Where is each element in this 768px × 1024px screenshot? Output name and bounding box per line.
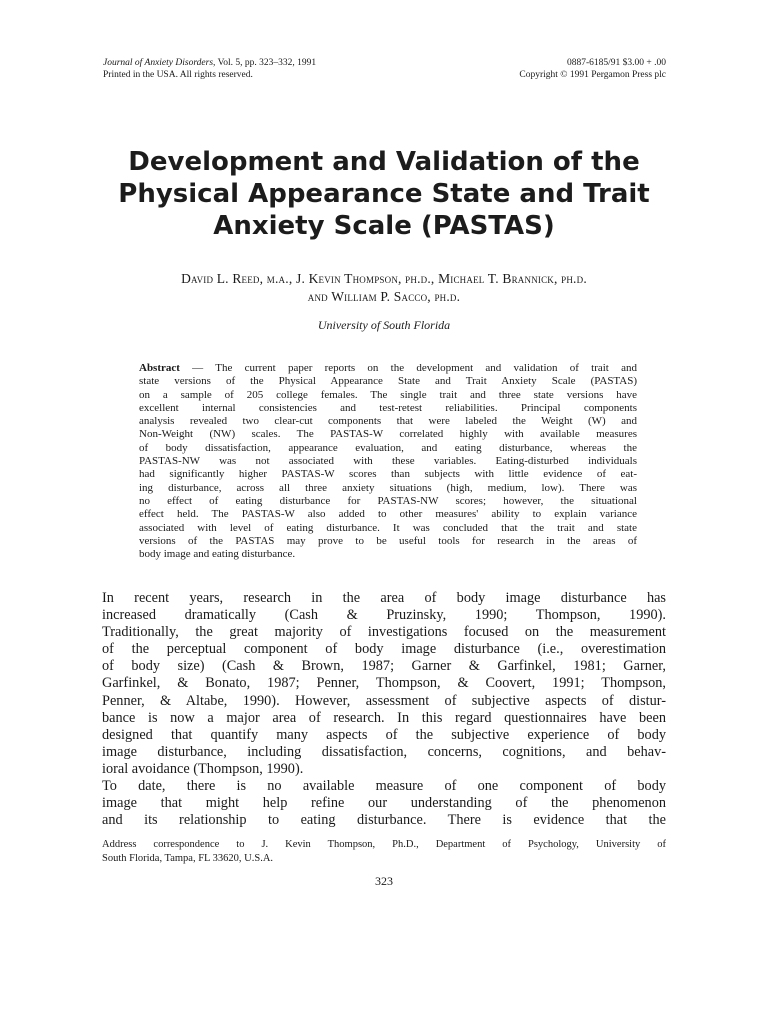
body-line: Garfinkel, & Bonato, 1987; Penner, Thompson, & Coovert, 1991; Thompson,	[102, 675, 666, 692]
body-text	[102, 590, 666, 829]
body-line: ioral avoidance (Thompson, 1990).	[102, 760, 304, 777]
abstract-line: state versions of the Physical Appearance State and Trait Anxiety Scale (PASTAS)	[139, 375, 637, 388]
issn-code: 0887-6185/91 $3.00 + .00	[566, 58, 666, 68]
abstract-line: Non-Weight (NW) scales. The PASTAS-W correlated highly with available measures	[139, 428, 637, 441]
body-line: increased dramatically (Cash & Pruzinsky, 1990; Thompson, 1990).	[102, 607, 666, 624]
paper-title	[84, 146, 684, 242]
abstract-line: analysis revealed two clear-cut components that were labeled the Weight (W) and	[139, 415, 637, 428]
footnote-line: South Florida, Tampa, FL 33620, U.S.A.	[102, 853, 274, 864]
body-line: and its relationship to eating disturbance. There is evidence that the	[102, 812, 666, 829]
footnote-line: Address correspondence to J. Kevin Thompson, Ph.D., Department of Psychology, University of	[102, 839, 666, 850]
journal-name: Journal of Anxiety Disorders,	[103, 58, 216, 68]
printed-notice: Printed in the USA. All rights reserved.	[103, 70, 253, 80]
author-line: and William P. Sacco, ph.d.	[307, 289, 461, 304]
abstract-line: on a sample of 205 college females. The single trait and three state versions have	[139, 388, 637, 401]
abstract	[139, 362, 637, 561]
abstract-line: body image and eating disturbance.	[139, 548, 296, 561]
journal-citation	[103, 57, 316, 69]
abstract-label: Abstract	[139, 362, 180, 374]
title-line: Physical Appearance State and Trait	[118, 179, 650, 209]
abstract-line: excellent internal consistencies and test-retest reliabilities. Principal components	[139, 401, 637, 414]
abstract-line: no effect of eating disturbance for PASTAS-NW scores; however, the situational	[139, 494, 637, 507]
abstract-line: PASTAS-NW was not associated with these variables. Eating-disturbed individuals	[139, 455, 637, 468]
body-line: To date, there is no available measure of one component of body	[102, 778, 666, 795]
author-line: David L. Reed, m.a., J. Kevin Thompson, ph.d., Michael T. Brannick, ph.d.	[181, 271, 587, 286]
affiliation: University of South Florida	[317, 318, 451, 332]
abstract-line: associated with level of eating disturbance. It was concluded that the trait and state	[139, 521, 637, 534]
body-line: of body size) (Cash & Brown, 1987; Garner & Garfinkel, 1981; Garner,	[102, 658, 666, 675]
abstract-line: ing disturbance, across all three anxiety situations (high, medium, low). There was	[139, 481, 637, 494]
author-list	[84, 270, 684, 306]
journal-volume: Vol. 5, pp. 323–332, 1991	[215, 58, 317, 68]
body-line: bance is now a major area of research. In this regard questionnaires have been	[102, 709, 666, 726]
copyright-notice: Copyright © 1991 Pergamon Press plc	[519, 70, 666, 80]
body-line: image that might help refine our understanding of the phenomenon	[102, 795, 666, 812]
abstract-line: of body dissatisfaction, appearance evaluation, and eating disturbance, whereas the	[139, 441, 637, 454]
body-line: Traditionally, the great majority of investigations focused on the measurement	[102, 624, 666, 641]
abstract-line: versions of the PASTAS may prove to be useful tools for research in the areas of	[139, 534, 637, 547]
title-line: Development and Validation of the	[128, 147, 640, 177]
title-line: Anxiety Scale (PASTAS)	[213, 211, 555, 241]
body-line: designed that quantify many aspects of the subjective experience of body	[102, 726, 666, 743]
abstract-text: — The current paper reports on the development and validation of trait and	[179, 362, 637, 374]
journal-header-right	[519, 57, 666, 81]
journal-header-left	[103, 57, 316, 81]
body-line: Penner, & Altabe, 1990). However, assessment of subjective aspects of distur-	[102, 692, 666, 709]
page-number: 323	[375, 874, 393, 888]
footnote	[102, 838, 666, 866]
abstract-line: had significantly higher PASTAS-W scores than subjects with little evidence of eat-	[139, 468, 637, 481]
body-line: In recent years, research in the area of body image disturbance has	[102, 590, 666, 606]
body-line: image disturbance, including dissatisfaction, concerns, cognitions, and behav-	[102, 743, 666, 760]
body-line: of the perceptual component of body image disturbance (i.e., overestimation	[102, 641, 666, 658]
abstract-line: effect held. The PASTAS-W also added to other measures' ability to explain variance	[139, 508, 637, 521]
abstract-line	[139, 362, 637, 375]
